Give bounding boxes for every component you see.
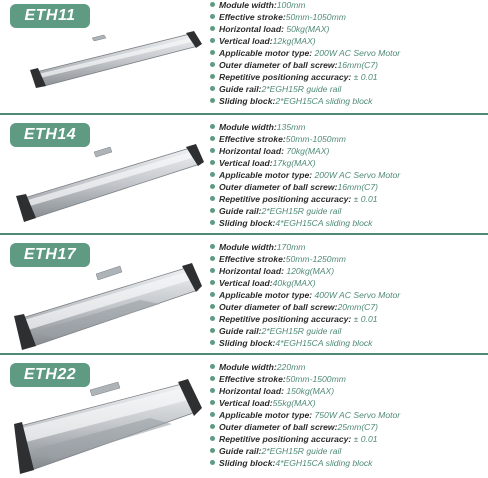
linear-module-image xyxy=(10,260,202,352)
model-badge: ETH11 xyxy=(10,4,90,28)
bullet-icon xyxy=(210,196,215,201)
spec-item: Horizontal load: 150kg(MAX) xyxy=(210,385,400,397)
spec-item: Effective stroke:50mm-1500mm xyxy=(210,373,400,385)
product-section-eth14 xyxy=(0,116,488,234)
spec-item: Guide rail:2*EGH15R guide rail xyxy=(210,325,400,337)
bullet-icon xyxy=(210,62,215,67)
spec-list xyxy=(210,361,400,469)
bullet-icon xyxy=(210,50,215,55)
bullet-icon xyxy=(210,220,215,225)
bullet-icon xyxy=(210,460,215,465)
bullet-icon xyxy=(210,292,215,297)
spec-item: Applicable motor type: 400W AC Servo Motor xyxy=(210,289,400,301)
bullet-icon xyxy=(210,424,215,429)
spec-item: Horizontal load: 50kg(MAX) xyxy=(210,23,400,35)
bullet-icon xyxy=(210,244,215,249)
bullet-icon xyxy=(210,2,215,7)
spec-item: Applicable motor type: 750W AC Servo Motor xyxy=(210,409,400,421)
bullet-icon xyxy=(210,172,215,177)
spec-item: Repetitive positioning accuracy: ± 0.01 xyxy=(210,193,400,205)
spec-item: Outer diameter of ball screw:16mm(C7) xyxy=(210,59,400,71)
bullet-icon xyxy=(210,364,215,369)
spec-item: Module width:135mm xyxy=(210,121,400,133)
spec-item: Vertical load:12kg(MAX) xyxy=(210,35,400,47)
linear-module-image xyxy=(12,142,204,224)
bullet-icon xyxy=(210,26,215,31)
bullet-icon xyxy=(210,14,215,19)
spec-item: Horizontal load: 120kg(MAX) xyxy=(210,265,400,277)
bullet-icon xyxy=(210,268,215,273)
spec-item: Effective stroke:50mm-1050mm xyxy=(210,11,400,23)
spec-item: Applicable motor type: 200W AC Servo Motor xyxy=(210,47,400,59)
spec-item: Repetitive positioning accuracy: ± 0.01 xyxy=(210,71,400,83)
bullet-icon xyxy=(210,340,215,345)
spec-item: Applicable motor type: 200W AC Servo Motor xyxy=(210,169,400,181)
bullet-icon xyxy=(210,304,215,309)
spec-item: Sliding block:2*EGH15CA sliding block xyxy=(210,95,400,107)
bullet-icon xyxy=(210,412,215,417)
spec-item: Module width:220mm xyxy=(210,361,400,373)
model-badge: ETH17 xyxy=(10,243,90,267)
spec-item: Guide rail:2*EGH15R guide rail xyxy=(210,445,400,457)
spec-item: Vertical load:55kg(MAX) xyxy=(210,397,400,409)
bullet-icon xyxy=(210,136,215,141)
spec-item: Outer diameter of ball screw:16mm(C7) xyxy=(210,181,400,193)
bullet-icon xyxy=(210,38,215,43)
spec-item: Guide rail:2*EGH15R guide rail xyxy=(210,83,400,95)
bullet-icon xyxy=(210,388,215,393)
product-section-eth22 xyxy=(0,356,488,478)
spec-item: Repetitive positioning accuracy: ± 0.01 xyxy=(210,313,400,325)
spec-item: Outer diameter of ball screw:20mm(C7) xyxy=(210,301,400,313)
spec-list xyxy=(210,0,400,107)
spec-item: Sliding block:4*EGH15CA sliding block xyxy=(210,457,400,469)
section-divider xyxy=(0,113,488,115)
section-divider xyxy=(0,233,488,235)
spec-item: Outer diameter of ball screw:25mm(C7) xyxy=(210,421,400,433)
bullet-icon xyxy=(210,74,215,79)
spec-item: Effective stroke:50mm-1250mm xyxy=(210,253,400,265)
bullet-icon xyxy=(210,436,215,441)
model-badge: ETH22 xyxy=(10,363,90,387)
linear-module-image xyxy=(26,30,202,92)
spec-list xyxy=(210,121,400,229)
spec-item: Effective stroke:50mm-1050mm xyxy=(210,133,400,145)
bullet-icon xyxy=(210,184,215,189)
bullet-icon xyxy=(210,208,215,213)
spec-item: Vertical load:17kg(MAX) xyxy=(210,157,400,169)
bullet-icon xyxy=(210,86,215,91)
bullet-icon xyxy=(210,280,215,285)
spec-item: Sliding block:4*EGH15CA sliding block xyxy=(210,217,400,229)
bullet-icon xyxy=(210,376,215,381)
linear-module-image xyxy=(10,376,204,476)
bullet-icon xyxy=(210,98,215,103)
bullet-icon xyxy=(210,148,215,153)
spec-item: Sliding block:4*EGH15CA sliding block xyxy=(210,337,400,349)
bullet-icon xyxy=(210,316,215,321)
spec-item: Vertical load:40kg(MAX) xyxy=(210,277,400,289)
model-badge: ETH14 xyxy=(10,123,90,147)
section-divider xyxy=(0,353,488,355)
bullet-icon xyxy=(210,400,215,405)
spec-item: Horizontal load: 70kg(MAX) xyxy=(210,145,400,157)
bullet-icon xyxy=(210,448,215,453)
spec-item: Module width:170mm xyxy=(210,241,400,253)
product-section-eth11 xyxy=(0,0,488,114)
bullet-icon xyxy=(210,124,215,129)
spec-item: Repetitive positioning accuracy: ± 0.01 xyxy=(210,433,400,445)
spec-list xyxy=(210,241,400,349)
product-section-eth17 xyxy=(0,236,488,354)
spec-item: Guide rail:2*EGH15R guide rail xyxy=(210,205,400,217)
spec-item: Module width:100mm xyxy=(210,0,400,11)
bullet-icon xyxy=(210,160,215,165)
bullet-icon xyxy=(210,328,215,333)
bullet-icon xyxy=(210,256,215,261)
